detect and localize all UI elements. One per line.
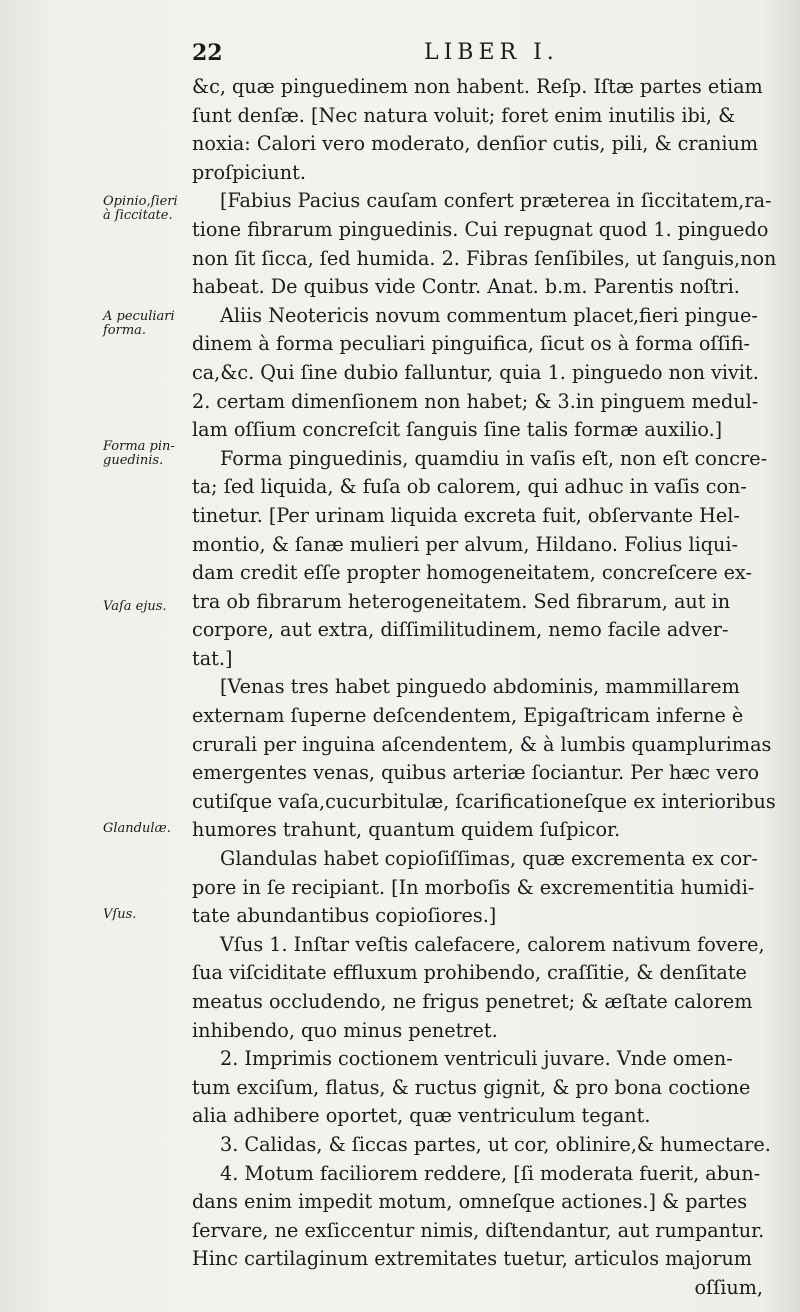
page-number: 22 (192, 40, 223, 66)
text-line: tinetur. [Per urinam liquida excreta fuit, obſervante Hel- (192, 503, 740, 527)
text-line: noxia: Calori vero moderato, denſior cutis, pili, & cranium (192, 132, 759, 156)
marginal-note (103, 600, 191, 614)
text-line: inhibendo, quo minus penetret. (192, 1018, 498, 1042)
text-line: pore in ſe recipiant. [In morboſis & excrementitia humidi- (192, 875, 755, 899)
text-line: non ſit ſicca, ſed humida. 2. Fibras ſenſibiles, ut ſanguis,non (192, 246, 777, 270)
text-line: meatus occludendo, ne frigus penetret; & æſtate calorem (192, 990, 753, 1013)
marginal-note (103, 822, 191, 836)
text-line: tat.] (192, 646, 233, 670)
text-line: Vſus 1. Inſtar veſtis calefacere, calorem nativum fovere, (220, 932, 765, 956)
text-line: ſua viſciditate effluxum prohibendo, craſſitie, & denſitate (192, 961, 747, 985)
marginal-note-line: A peculiari (103, 309, 175, 324)
running-head: LIBER I. (424, 40, 559, 65)
text-line: Forma pinguedinis, quamdiu in vaſis eſt, non eſt concre- (220, 446, 768, 470)
marginal-note-line: Forma pin- (103, 439, 175, 454)
marginal-note (103, 195, 191, 223)
marginal-note-line: Vſus. (103, 907, 137, 922)
text-line: [Fabius Pacius cauſam confert præterea in ſiccitatem,ra- (220, 189, 772, 213)
text-line: [Venas tres habet pinguedo abdominis, mammillarem (220, 675, 740, 699)
text-line: dam credit eſſe propter homogeneitatem, concreſcere ex- (192, 561, 752, 585)
text-line: tione fibrarum pinguedinis. Cui repugnat quod 1. pinguedo (192, 217, 769, 241)
text-line: habeat. De quibus vide Contr. Anat. b.m. Parentis noſtri. (192, 275, 740, 299)
text-line: ta; ſed liquida, & fuſa ob calorem, qui adhuc in vaſis con- (192, 475, 747, 499)
text-line: ca,&c. Qui ſine dubio falluntur, quia 1. pinguedo non vivit. (192, 360, 759, 384)
marginal-note (103, 908, 191, 922)
marginal-note-line: Glandulæ. (103, 821, 171, 836)
text-line: oſſium, (694, 1275, 763, 1299)
marginal-note (103, 440, 191, 468)
text-line: ſervare, ne exſiccentur nimis, diſtendantur, aut rumpantur. (192, 1218, 765, 1242)
text-line: Aliis Neotericis novum commentum placet,fieri pingue- (220, 303, 758, 327)
text-line: corpore, aut extra, diſſimilitudinem, nemo facile adver- (192, 618, 729, 642)
text-line: crurali per inguina aſcendentem, & à lumbis quamplurimas (192, 732, 772, 756)
text-line: tum exciſum, flatus, & ructus gignit, & pro bona coctione (192, 1075, 751, 1099)
text-line: 2. Imprimis coctionem ventriculi juvare. Vnde omen- (220, 1047, 733, 1071)
text-line: proſpiciunt. (192, 160, 306, 184)
body-text (192, 73, 777, 1303)
marginal-note-line: Vaſa ejus. (103, 599, 167, 614)
marginal-note (103, 310, 191, 338)
text-line: cutiſque vaſa,cucurbitulæ, ſcarificationeſque ex interioribus (192, 789, 776, 813)
page-header (192, 34, 762, 74)
text-line: montio, & ſanæ mulieri per alvum, Hildano. Folius liqui- (192, 532, 738, 556)
marginal-note-line: forma. (103, 323, 147, 338)
text-line: alia adhibere oportet, quæ ventriculum tegant. (192, 1104, 651, 1128)
text-line: Hinc cartilaginum extremitates tuetur, articulos majorum (192, 1247, 752, 1271)
text-line: dans enim impedit motum, omneſque actiones.] & partes (192, 1190, 748, 1214)
text-line: tra ob fibrarum heterogeneitatem. Sed fibrarum, aut in (192, 589, 731, 613)
text-line: externam ſuperne deſcendentem, Epigaſtricam inferne è (192, 704, 744, 728)
text-line: &c, quæ pinguedinem non habent. Reſp. Iſtæ partes etiam (192, 75, 763, 98)
text-line: tate abundantibus copioſiores.] (192, 904, 497, 928)
text-line: ſunt denſæ. [Nec natura voluit; foret enim inutilis ibi, & (192, 103, 736, 127)
text-line: 2. certam dimenſionem non habet; & 3.in pinguem medul- (192, 389, 759, 413)
text-line: dinem à forma peculiari pinguifica, ſicut os à forma oſſifi- (192, 332, 751, 356)
text-line: 3. Calidas, & ſiccas partes, ut cor, oblinire,& humectare. (220, 1132, 771, 1156)
text-line: Glandulas habet copioſiſſimas, quæ excrementa ex cor- (220, 847, 758, 871)
text-line: 4. Motum faciliorem reddere, [ſi moderata fuerit, abun- (220, 1161, 761, 1185)
marginal-note-line: Opinio,ſieri (103, 194, 178, 209)
marginal-note-line: à ſiccitate. (103, 208, 173, 223)
text-line: emergentes venas, quibus arteriæ ſociantur. Per hæc vero (192, 761, 760, 785)
marginal-note-line: guedinis. (103, 453, 164, 468)
text-line: humores trahunt, quantum quidem ſuſpicor. (192, 818, 621, 842)
text-line: lam oſſium concreſcit ſanguis ſine talis formæ auxilio.] (192, 418, 723, 442)
